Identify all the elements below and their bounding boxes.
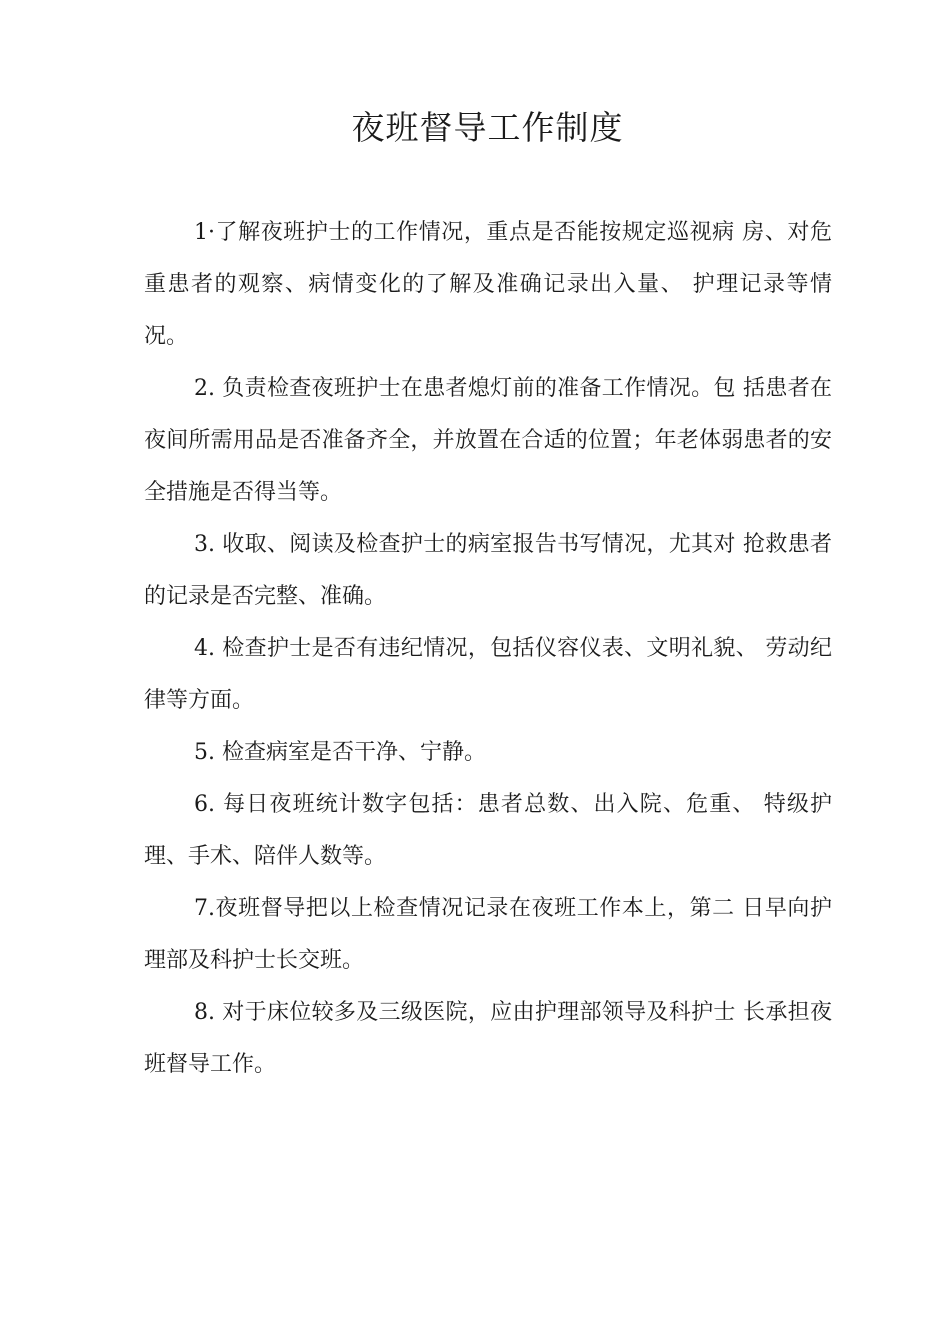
paragraph-5: 5. 检查病室是否干净、宁静。 <box>194 740 486 765</box>
paragraph-3: 3. 收取、阅读及检查护士的病室报告书写情况，尤其对 抢救患者的记录是否完整、准确。 <box>144 532 832 609</box>
paragraph-2: 2. 负责检查夜班护士在患者熄灯前的准备工作情况。包 括患者在夜间所需用品是否准备齐全，并放置在合适的位置；年老体弱患者的安全措施是否得当等。 <box>144 376 832 505</box>
document-title: 夜班督导工作制度 <box>351 108 624 147</box>
document-body <box>144 207 832 1091</box>
paragraph-7: 7.夜班督导把以上检查情况记录在夜班工作本上，第二 日早向护理部及科护士长交班。 <box>144 896 832 973</box>
paragraph-1: 1·了解夜班护士的工作情况，重点是否能按规定巡视病 房、对危重患者的观察、病情变化的了解及准确记录出入量、 护理记录等情况。 <box>144 220 832 349</box>
paragraph-8: 8. 对于床位较多及三级医院，应由护理部领导及科护士 长承担夜班督导工作。 <box>144 1000 832 1077</box>
paragraph-4: 4. 检查护士是否有违纪情况，包括仪容仪表、文明礼貌、 劳动纪律等方面。 <box>144 636 832 713</box>
paragraph-6: 6. 每日夜班统计数字包括：患者总数、出入院、危重、 特级护理、手术、陪伴人数等。 <box>144 792 832 869</box>
